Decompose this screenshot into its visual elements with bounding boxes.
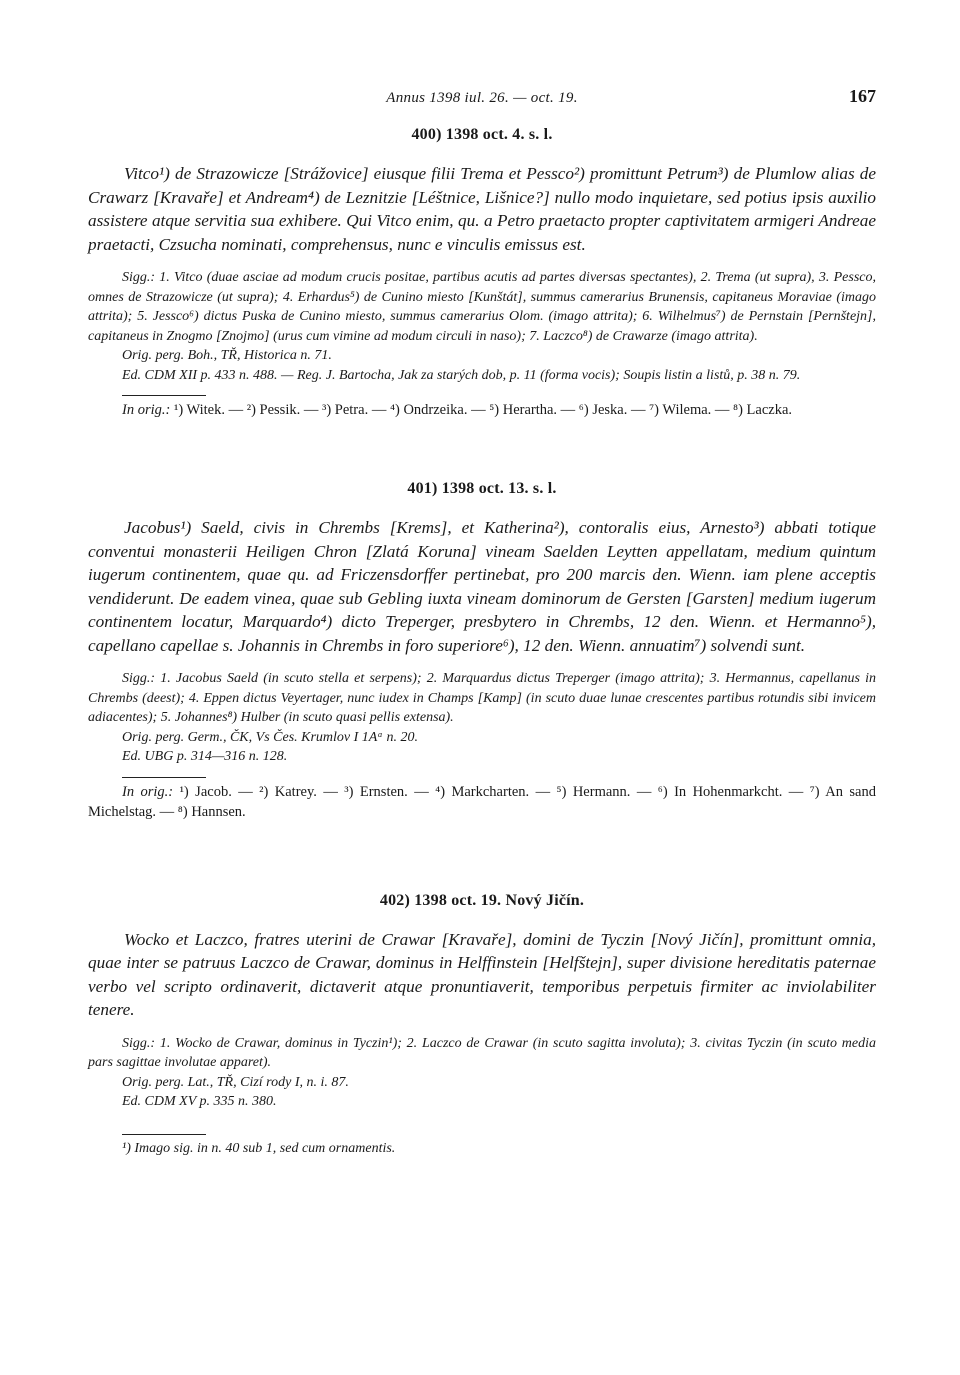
charter-400 <box>88 126 876 420</box>
charter-heading: 402) 1398 oct. 19. Nový Jičín. <box>379 891 585 909</box>
edition-reference: Ed. CDM XV p. 335 n. 380. <box>122 1094 277 1109</box>
charter-402 <box>88 892 876 1158</box>
charter-401 <box>88 480 876 822</box>
charter-apparatus <box>88 1034 876 1112</box>
original-reference: Orig. perg. Boh., TŘ, Historica n. 71. <box>122 348 332 363</box>
charter-regest: Jacobus¹) Saeld, civis in Chrembs [Krems], et Katherina²), contoralis eius, Arnesto³) abbati totique conventui monasterii Heiligen Chron [Zlatá Koruna] vineam Saelden Leytten appellatam, medium quintum iugerum continentem, quae qu. ad Friczensdorffer pertinebat, pro 200 marcis den. Wienn. iam plene acceptis vendiderunt. De eadem vinea, quae sub Gebling iuxta vineam dominorum de Gersten [Garsten] medium iugerum continentem locatur, Marquardo⁴) dicto Treperger, presbytero in Chrembs, 12 den. Wienn. et Hermanno⁵), capellano capellae s. Johannis in Chrembs in foro superiore⁶), 12 den. Wienn. annuatim⁷) solvendi sunt. <box>88 518 876 655</box>
seals-description: Sigg.: 1. Vitco (duae asciae ad modum crucis positae, partibus acutis ad partes diversas spectantes), 2. Trema (ut supra), 3. Pessco, omnes de Strazowicze (ut supra); 4. Erhardus⁵) de Cunino miesto [Kunštát], summus camerarius Brunensis, capitaneus Moraviae (imago attrita); 5. Jessco⁶) dictus Puska de Cunino miesto, summus camerarius Olom. (imago attrita); 6. Wilhelmus⁷) de Pernstain [Pernštejn], capitaneus in Znogmo [Znojmo] (urus cum vimine ad modum circuli in naso); 7. Laczco⁸) de Crawarze (imago attrita). <box>88 270 876 344</box>
variants-text: ¹) Jacob. — ²) Katrey. — ³) Ernsten. — ⁴) Markcharten. — ⁵) Hermann. — ⁶) In Hohenmarkcht. — ⁷) An sand Michelstag. — ⁸) Hannsen. <box>88 783 876 820</box>
variants-label: In orig.: <box>122 402 171 418</box>
charter-regest: Wocko et Laczco, fratres uterini de Crawar [Kravaře], domini de Tyczin [Nový Jičín], promittunt omnia, quae inter se patruus Laczco de Crawar, dominus in Helffinstein [Helfštejn], super divisione hereditatis paternae verbo vel scripto ordinaverit, dictaverit atque pronuntiaverit, temporibus perpetuis firmiter ac inviolabiliter tenere. <box>88 929 876 1019</box>
running-head <box>88 84 876 114</box>
charter-heading: 401) 1398 oct. 13. s. l. <box>407 480 557 497</box>
footnote-divider <box>122 1134 206 1135</box>
document-page <box>88 84 876 1158</box>
charter-heading: 400) 1398 oct. 4. s. l. <box>411 126 553 143</box>
seals-description: Sigg.: 1. Wocko de Crawar, dominus in Tyczin¹); 2. Laczco de Crawar (in scuto sagitta involuta); 3. civitas Tyczin (in scuto media pars sagittae involutae apparet). <box>88 1035 876 1070</box>
charter-apparatus <box>88 669 876 767</box>
variants-text: ¹) Witek. — ²) Pessik. — ³) Petra. — ⁴) Ondrzeika. — ⁵) Herartha. — ⁶) Jeska. — ⁷) Wilema. — ⁸) Laczka. <box>170 402 793 418</box>
variants-divider <box>122 395 206 396</box>
original-reference: Orig. perg. Lat., TŘ, Cizí rody I, n. i. 87. <box>122 1074 349 1090</box>
edition-reference: Ed. UBG p. 314—316 n. 128. <box>122 749 288 764</box>
variants-divider <box>122 777 206 778</box>
charter-regest: Vitco¹) de Strazowicze [Strážovice] eiusque filii Trema et Pessco²) promittunt Petrum³) de Plumlow alias de Crawarz [Kravaře] et Andream⁴) de Leznitzie [Léštnice, Lišnice?] nullo modo inquietare, sed potius ipsis auxilio assistere atque servitia sua exhibere. Qui Vitco enim, qu. a Petro praetacto propter captivitatem armigeri Andreae praetacti, Czsucha nominati, comprehensus, nunc e vinculis emissus est. <box>88 164 876 254</box>
charter-apparatus <box>88 268 876 385</box>
page-number: 167 <box>849 86 876 106</box>
seals-description: Sigg.: 1. Jacobus Saeld (in scuto stella et serpens); 2. Marquardus dictus Treperger (imago attrita); 3. Hermannus, capellanus in Chrembs (deest); 4. Eppen dictus Veyertager, nunc iudex in Champs [Kamp] (in scuto duae lunae crescentes partibus rotundis sibi invicem adiacentes); 5. Johannes⁸) Hulber (in scuto quasi pellis extensa). <box>88 671 876 725</box>
spelling-variants <box>88 782 876 822</box>
spelling-variants <box>88 400 876 420</box>
original-reference: Orig. perg. Germ., ČK, Vs Čes. Krumlov I 1Aᵅ n. 20. <box>122 729 418 745</box>
edition-reference: Ed. CDM XII p. 433 n. 488. — Reg. J. Bartocha, Jak za starých dob, p. 11 (forma vocis); Soupis listin a listů, p. 38 n. 79. <box>122 367 801 383</box>
footnote: ¹) Imago sig. in n. 40 sub 1, sed cum ornamentis. <box>122 1140 396 1156</box>
running-head-title: Annus 1398 iul. 26. — oct. 19. <box>386 90 578 106</box>
variants-label: In orig.: <box>122 783 174 800</box>
